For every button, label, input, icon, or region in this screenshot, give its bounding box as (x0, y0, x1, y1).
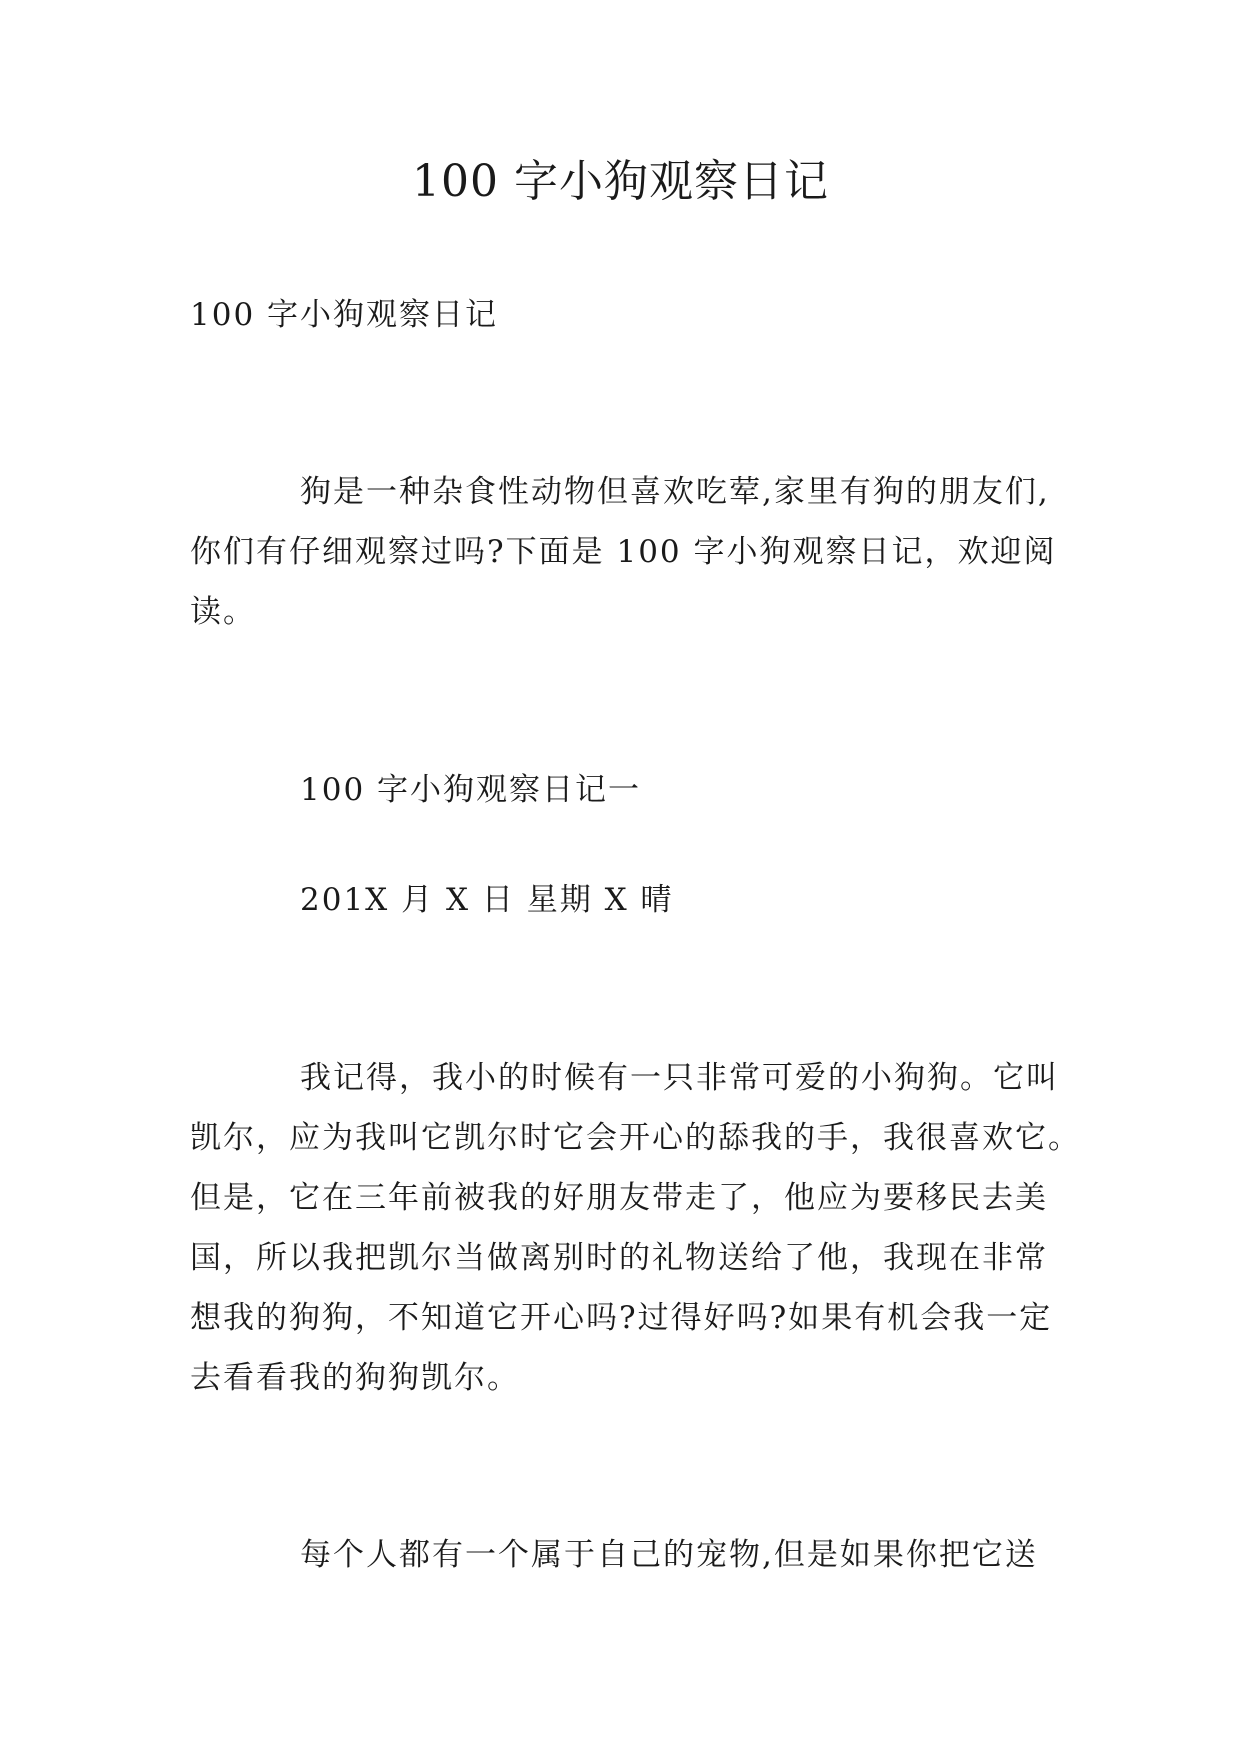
intro-line-1: 狗是一种杂食性动物但喜欢吃荤,家里有狗的朋友们, (300, 474, 1050, 510)
body-line-6: 去看看我的狗狗凯尔。 (190, 1360, 520, 1396)
document-title: 100 字小狗观察日记 (412, 156, 829, 207)
section-heading: 100 字小狗观察日记一 (300, 772, 642, 808)
body-line-4: 国，所以我把凯尔当做离别时的礼物送给了他，我现在非常 (190, 1240, 1048, 1276)
subtitle: 100 字小狗观察日记 (190, 297, 499, 333)
last-line: 每个人都有一个属于自己的宠物,但是如果你把它送 (300, 1537, 1038, 1573)
body-line-1: 我记得，我小的时候有一只非常可爱的小狗狗。它叫 (300, 1060, 1059, 1096)
intro-line-3: 读。 (190, 594, 256, 630)
date-line: 201X 月 X 日 星期 X 晴 (300, 882, 674, 918)
body-line-3: 但是，它在三年前被我的好朋友带走了，他应为要移民去美 (190, 1180, 1048, 1216)
intro-line-2: 你们有仔细观察过吗?下面是 100 字小狗观察日记，欢迎阅 (190, 534, 1057, 570)
body-line-5: 想我的狗狗，不知道它开心吗?过得好吗?如果有机会我一定 (190, 1300, 1053, 1336)
body-line-2: 凯尔，应为我叫它凯尔时它会开心的舔我的手，我很喜欢它。 (190, 1120, 1081, 1156)
